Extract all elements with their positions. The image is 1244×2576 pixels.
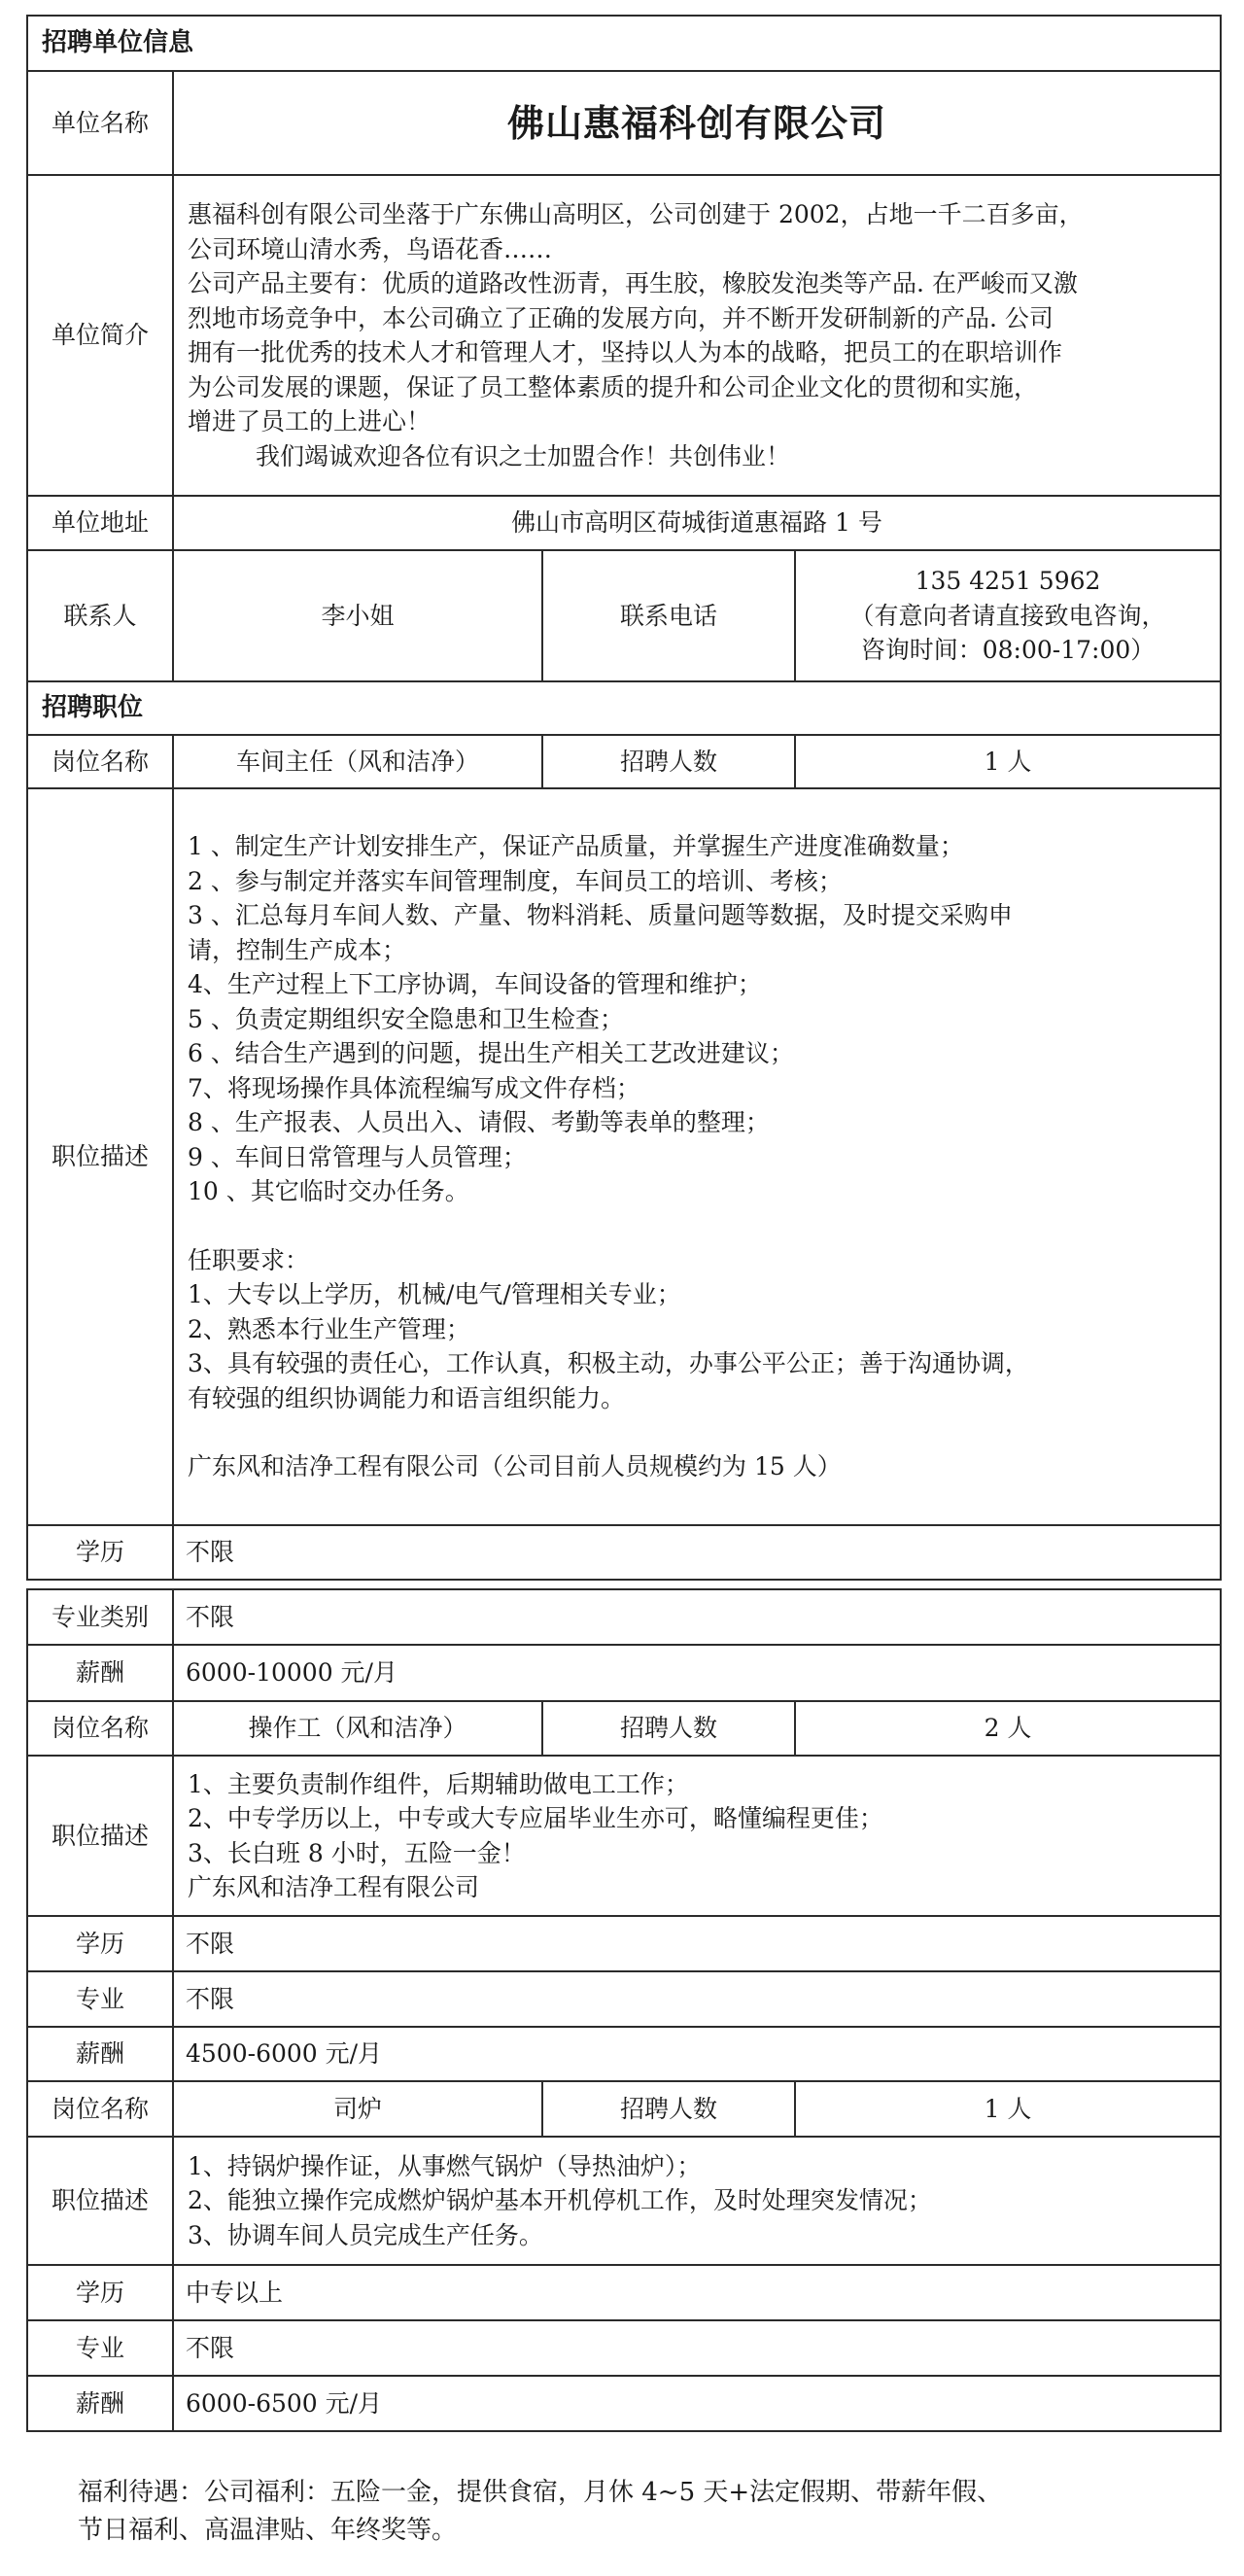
company-address: 佛山市高明区荷城街道惠福路 1 号 (173, 496, 1221, 550)
contact-person: 李小姐 (173, 550, 542, 681)
duty-item: 请，控制生产成本； (188, 935, 407, 964)
address-label: 单位地址 (27, 496, 173, 550)
phone-hours: 咨询时间：08:00-17:00） (860, 636, 1156, 665)
position-title: 操作工（风和洁净） (173, 1701, 542, 1756)
education-value: 中专以上 (173, 2265, 1221, 2320)
requirement-item: 2、熟悉本行业生产管理； (188, 1314, 470, 1343)
duty-item: 2、中专学历以上，中专或大专应届毕业生亦可，略懂编程更佳； (188, 1804, 883, 1832)
company-intro (173, 175, 1221, 496)
duty-item: 1、持锅炉操作证，从事燃气锅炉（导热油炉）； (188, 2151, 702, 2180)
major-label: 专业 (27, 2320, 173, 2376)
duty-item: 2 、参与制定并落实车间管理制度，车间员工的培训、考核； (188, 866, 843, 895)
recruitment-sheet (26, 15, 1220, 2432)
education-label: 学历 (27, 1916, 173, 1971)
duty-item: 3、协调车间人员完成生产任务。 (188, 2220, 543, 2249)
headcount: 2 人 (795, 1701, 1221, 1756)
benefits-line: 福利待遇：公司福利：五险一金，提供食宿，月休 4~5 天+法定假期、带薪年假、 (78, 2478, 1003, 2507)
job-desc-label: 职位描述 (27, 2137, 173, 2265)
salary-label: 薪酬 (27, 1645, 173, 1701)
duty-item: 1、主要负责制作组件，后期辅助做电工工作； (188, 1769, 689, 1798)
intro-closing: 我们竭诚欢迎各位有识之士加盟合作！共创伟业！ (256, 441, 791, 470)
intro-line: 拥有一批优秀的技术人才和管理人才，坚持以人为本的战略，把员工的在职培训作 (188, 338, 1063, 366)
intro-line: 公司产品主要有：优质的道路改性沥青，再生胶，橡胶发泡类等产品. 在严峻而又激 (188, 269, 1078, 297)
salary-label: 薪酬 (27, 2376, 173, 2431)
duty-item: 3 、汇总每月车间人数、产量、物料消耗、质量问题等数据，及时提交采购申 (188, 901, 1013, 930)
intro-line: 公司环境山清水秀，鸟语花香…… (188, 234, 553, 263)
company-info-table (26, 15, 1222, 1581)
intro-line: 惠福科创有限公司坐落于广东佛山高明区，公司创建于 2002，占地一千二百多亩， (188, 200, 1084, 228)
headcount: 1 人 (795, 2081, 1221, 2137)
salary-value: 6000-6500 元/月 (173, 2376, 1221, 2431)
major-value: 不限 (173, 2320, 1221, 2376)
education-label: 学历 (27, 2265, 173, 2320)
intro-line: 增进了员工的上进心！ (188, 407, 432, 435)
benefits-line: 节日福利、高温津贴、年终奖等。 (78, 2516, 458, 2545)
requirement-item: 3、具有较强的责任心，工作认真，积极主动，办事公平公正；善于沟通协调， (188, 1349, 1029, 1378)
positions-table (26, 1588, 1222, 2432)
duty-item: 8 、生产报表、人员出入、请假、考勤等表单的整理； (188, 1108, 770, 1137)
contact-phone (795, 550, 1221, 681)
education-value: 不限 (173, 1916, 1221, 1971)
position-title-label: 岗位名称 (27, 1701, 173, 1756)
duty-item: 4、生产过程上下工序协调，车间设备的管理和维护； (188, 970, 762, 999)
headcount-label: 招聘人数 (542, 2081, 795, 2137)
education-label: 学历 (27, 1525, 173, 1580)
requirement-item: 有较强的组织协调能力和语言组织能力。 (188, 1383, 626, 1412)
salary-value: 4500-6000 元/月 (173, 2027, 1221, 2081)
major-value: 不限 (173, 1971, 1221, 2027)
intro-line: 为公司发展的课题，保证了员工整体素质的提升和公司企业文化的贯彻和实施， (188, 372, 1039, 401)
job-description (173, 2137, 1221, 2265)
section-title-company: 招聘单位信息 (27, 16, 1221, 71)
major-value: 不限 (173, 1589, 1221, 1645)
phone-note: （有意向者请直接致电咨询， (849, 601, 1166, 630)
job-desc-label: 职位描述 (27, 1756, 173, 1916)
major-category-label: 专业类别 (27, 1589, 173, 1645)
company-name: 佛山惠福科创有限公司 (173, 71, 1221, 175)
position-title-label: 岗位名称 (27, 2081, 173, 2137)
headcount: 1 人 (795, 735, 1221, 788)
requirement-item: 1、大专以上学历，机械/电气/管理相关专业； (188, 1280, 681, 1309)
requirements-title: 任职要求： (188, 1245, 310, 1274)
duty-item: 2、能独立操作完成燃炉锅炉基本开机停机工作，及时处理突发情况； (188, 2186, 932, 2215)
headcount-label: 招聘人数 (542, 1701, 795, 1756)
phone-label: 联系电话 (542, 550, 795, 681)
duty-item: 9 、车间日常管理与人员管理； (188, 1142, 527, 1171)
position-title: 司炉 (173, 2081, 542, 2137)
salary-label: 薪酬 (27, 2027, 173, 2081)
section-title-positions: 招聘职位 (27, 681, 1221, 735)
duty-item: 5 、负责定期组织安全隐患和卫生检查； (188, 1004, 624, 1033)
benefits-footer (78, 2474, 1195, 2550)
position-title-label: 岗位名称 (27, 735, 173, 788)
headcount-label: 招聘人数 (542, 735, 795, 788)
intro-line: 烈地市场竞争中，本公司确立了正确的发展方向，并不断开发研制新的产品. 公司 (188, 303, 1054, 332)
duty-item: 7、将现场操作具体流程编写成文件存档； (188, 1073, 640, 1102)
contact-label: 联系人 (27, 550, 173, 681)
company-note: 广东风和洁净工程有限公司 (188, 1873, 480, 1901)
company-name-label: 单位名称 (27, 71, 173, 175)
phone-number: 135 4251 5962 (915, 567, 1101, 596)
job-description (173, 1756, 1221, 1916)
job-desc-label: 职位描述 (27, 788, 173, 1525)
duty-item: 3、长白班 8 小时，五险一金！ (188, 1838, 526, 1867)
job-description (173, 788, 1221, 1525)
company-intro-label: 单位简介 (27, 175, 173, 496)
duty-item: 6 、结合生产遇到的问题，提出生产相关工艺改进建议； (188, 1039, 794, 1068)
major-label: 专业 (27, 1971, 173, 2027)
position-title: 车间主任（风和洁净） (173, 735, 542, 788)
company-note: 广东风和洁净工程有限公司（公司目前人员规模约为 15 人） (188, 1452, 842, 1481)
spacer (188, 1209, 1206, 1243)
duty-item: 10 、其它临时交办任务。 (188, 1177, 469, 1206)
education-value: 不限 (173, 1525, 1221, 1580)
duty-item: 1 、制定生产计划安排生产，保证产品质量，并掌握生产进度准确数量； (188, 832, 964, 861)
salary-value: 6000-10000 元/月 (173, 1645, 1221, 1701)
spacer (188, 1415, 1206, 1449)
